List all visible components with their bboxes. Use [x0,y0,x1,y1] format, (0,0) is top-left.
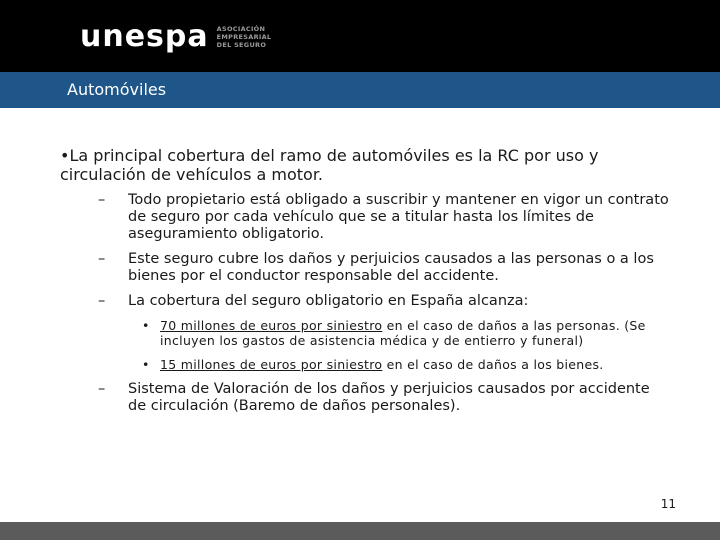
coverage-amount-goods: 15 millones de euros por siniestro [160,357,383,372]
sub-bullet-text: La cobertura del seguro obligatorio en España alcanza: [128,293,529,309]
dash-marker: – [98,381,106,397]
sub-bullet [60,381,670,415]
logo-wordmark: unespa [80,19,209,54]
nested-bullet-text: en el caso de daños a los bienes. [382,357,604,372]
sub-bullet [60,293,670,310]
nested-bullet-text: en el caso de daños a las personas. (Se incluyen los gastos de asistencia médica y de entierro y funeral) [160,318,646,348]
sub-bullet-text: Sistema de Valoración de los daños y perjuicios causados por accidente de circulación (Baremo de daños personales). [128,381,650,414]
main-bullet: •La principal cobertura del ramo de automóviles es la RC por uso y circulación de vehículos a motor. [60,146,599,184]
sub-bullet [60,251,670,285]
unespa-logo [80,20,271,54]
footer-bar [0,522,720,540]
sub-bullet [60,192,670,243]
bullet-dot: • [142,318,150,333]
logo-tagline-line: DEL SEGURO [216,41,267,49]
coverage-amount-persons: 70 millones de euros por siniestro [160,318,383,333]
nested-bullet [60,318,670,348]
logo-tagline-line: EMPRESARIAL [216,33,272,41]
sub-bullet-text: Este seguro cubre los daños y perjuicios causados a las personas o a los bienes por el conductor responsable del accidente. [128,251,654,284]
dash-marker: – [98,192,106,208]
slide-content [60,146,670,423]
main-bullet-text: La principal cobertura del ramo de automóviles es la RC por uso y circulación de vehículos a motor. [60,146,599,184]
page-number: 11 [660,497,676,511]
slide-title: Automóviles [67,80,167,99]
header-bar [0,0,720,72]
logo-tagline-line: ASOCIACIÓN [216,25,266,33]
bullet-dot: • [142,357,150,372]
sub-bullet-text: Todo propietario está obligado a suscribir y mantener en vigor un contrato de seguro por cada vehículo que se a titular hasta los límites de aseguramiento obligatorio. [128,192,669,242]
dash-marker: – [98,251,106,267]
logo-tagline [217,25,272,49]
dash-marker: – [98,293,106,309]
nested-bullet [60,357,670,372]
